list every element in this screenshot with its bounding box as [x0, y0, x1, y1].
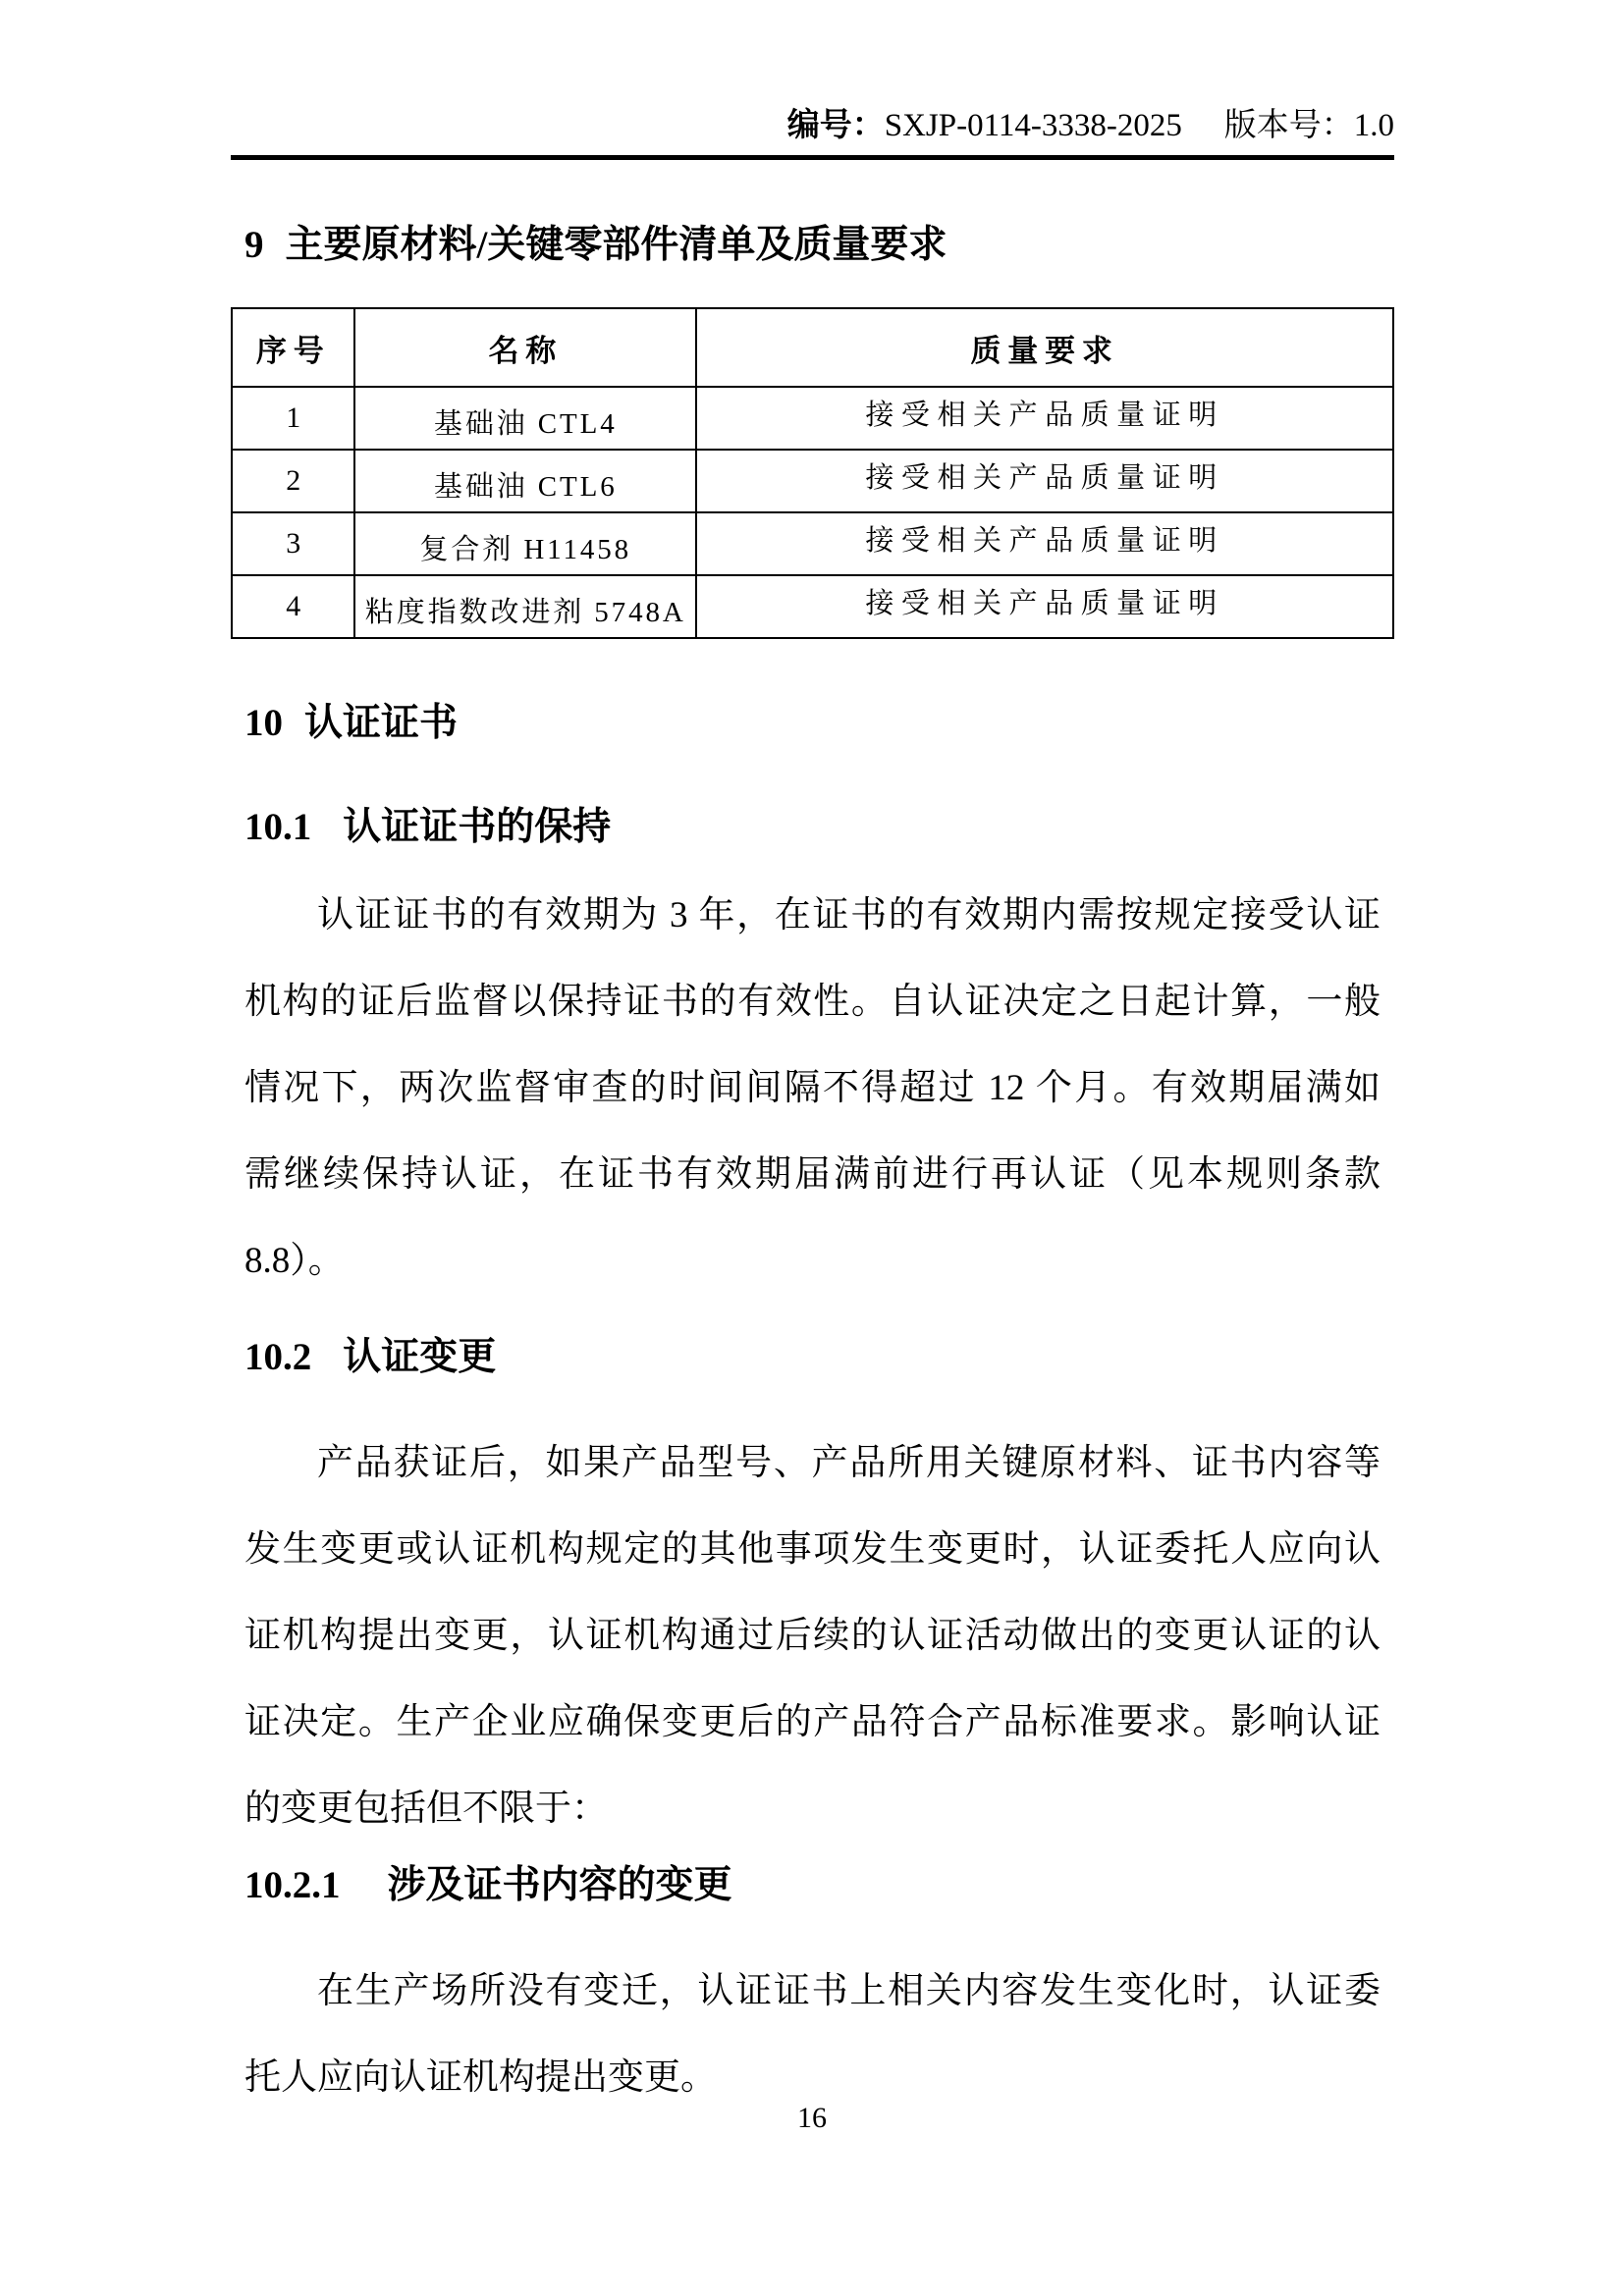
- cell-requirement: [696, 575, 1393, 638]
- table-row: [232, 387, 1393, 450]
- section-10-2-number: 10.2: [244, 1336, 312, 1378]
- cell-name: [354, 387, 696, 450]
- column-header-name: 名称: [354, 308, 696, 387]
- section-9-number: 9: [244, 224, 264, 266]
- doc-number-label: 编号：: [786, 108, 885, 143]
- section-10-2-1-paragraph: [231, 1949, 1394, 2121]
- cell-requirement: [696, 387, 1393, 450]
- paragraph-line: 在生产场所没有变迁，认证证书上相关内容发生变化时，认证委: [317, 1971, 1380, 2011]
- section-10-number: 10: [244, 702, 283, 744]
- page-number: 16: [797, 2102, 827, 2134]
- cell-requirement-text: 接受相关产品质量证明: [865, 461, 1224, 494]
- cell-requirement-text: 接受相关产品质量证明: [865, 587, 1224, 619]
- paragraph-line: 认证证书的有效期为 3 年，在证书的有效期内需按规定接受认证: [317, 895, 1380, 935]
- cell-serial: 4: [232, 575, 354, 638]
- section-10-2-1-heading: [231, 1862, 1394, 1909]
- section-10-2-1-title: 涉及证书内容的变更: [387, 1864, 732, 1906]
- cell-name-text: 复合剂 H11458: [419, 533, 632, 565]
- section-10-2-paragraph: [231, 1420, 1394, 1852]
- paragraph-line: 证决定。生产企业应确保变更后的产品符合产品标准要求。影响认证: [244, 1702, 1380, 1742]
- cell-requirement: [696, 450, 1393, 512]
- cell-serial: 3: [232, 512, 354, 575]
- page-header: [231, 0, 1394, 160]
- paragraph-line: 情况下，两次监督审查的时间间隔不得超过 12 个月。有效期届满如: [244, 1068, 1380, 1108]
- version-group: [1224, 108, 1394, 143]
- version-value: 1.0: [1353, 108, 1394, 143]
- paragraph-line: 需继续保持认证，在证书有效期届满前进行再认证（见本规则条款: [244, 1154, 1380, 1195]
- paragraph-line: 产品获证后，如果产品型号、产品所用关键原材料、证书内容等: [317, 1443, 1380, 1483]
- page-footer: [0, 2099, 1624, 2138]
- cell-name: [354, 575, 696, 638]
- table-row: [232, 512, 1393, 575]
- section-10-1-heading: [231, 804, 1394, 851]
- paragraph-line: 托人应向认证机构提出变更。: [244, 2057, 717, 2098]
- cell-name: [354, 512, 696, 575]
- cell-name-text: 基础油 CTL6: [433, 470, 618, 503]
- section-10-heading: [231, 700, 1394, 747]
- section-10-2-heading: [231, 1334, 1394, 1381]
- section-10-1-number: 10.1: [244, 806, 312, 848]
- cell-serial: 1: [232, 387, 354, 450]
- paragraph-line: 的变更包括但不限于：: [244, 1789, 608, 1829]
- column-header-requirement: 质量要求: [696, 308, 1393, 387]
- cell-name-text: 基础油 CTL4: [433, 407, 618, 440]
- cell-requirement-text: 接受相关产品质量证明: [865, 399, 1224, 431]
- paragraph-line: 机构的证后监督以保持证书的有效性。自认证决定之日起计算，一般: [244, 982, 1380, 1022]
- section-10-2-1-number: 10.2.1: [244, 1864, 341, 1906]
- cell-requirement-text: 接受相关产品质量证明: [865, 524, 1224, 557]
- column-header-serial: 序号: [232, 308, 354, 387]
- table-header-row: [232, 308, 1393, 387]
- table-row: [232, 575, 1393, 638]
- version-label: 版本号：: [1223, 108, 1354, 143]
- section-9-title: 主要原材料/关键零部件清单及质量要求: [285, 224, 947, 266]
- cell-serial: 2: [232, 450, 354, 512]
- cell-name-text: 粘度指数改进剂 5748A: [364, 596, 686, 628]
- paragraph-line: 证机构提出变更，认证机构通过后续的认证活动做出的变更认证的认: [244, 1616, 1380, 1656]
- cell-requirement: [696, 512, 1393, 575]
- section-10-2-title: 认证变更: [343, 1336, 497, 1378]
- table-row: [232, 450, 1393, 512]
- section-10-1-paragraph: [231, 873, 1394, 1305]
- section-10-title: 认证证书: [304, 702, 459, 744]
- section-9-heading: [231, 223, 1394, 268]
- doc-number-value: SXJP-0114-3338-2025: [884, 108, 1182, 143]
- section-10-1-title: 认证证书的保持: [343, 806, 612, 848]
- paragraph-line: 8.8）。: [244, 1241, 345, 1281]
- paragraph-line: 发生变更或认证机构规定的其他事项发生变更时，认证委托人应向认: [244, 1529, 1380, 1570]
- materials-table: [231, 307, 1394, 639]
- cell-name: [354, 450, 696, 512]
